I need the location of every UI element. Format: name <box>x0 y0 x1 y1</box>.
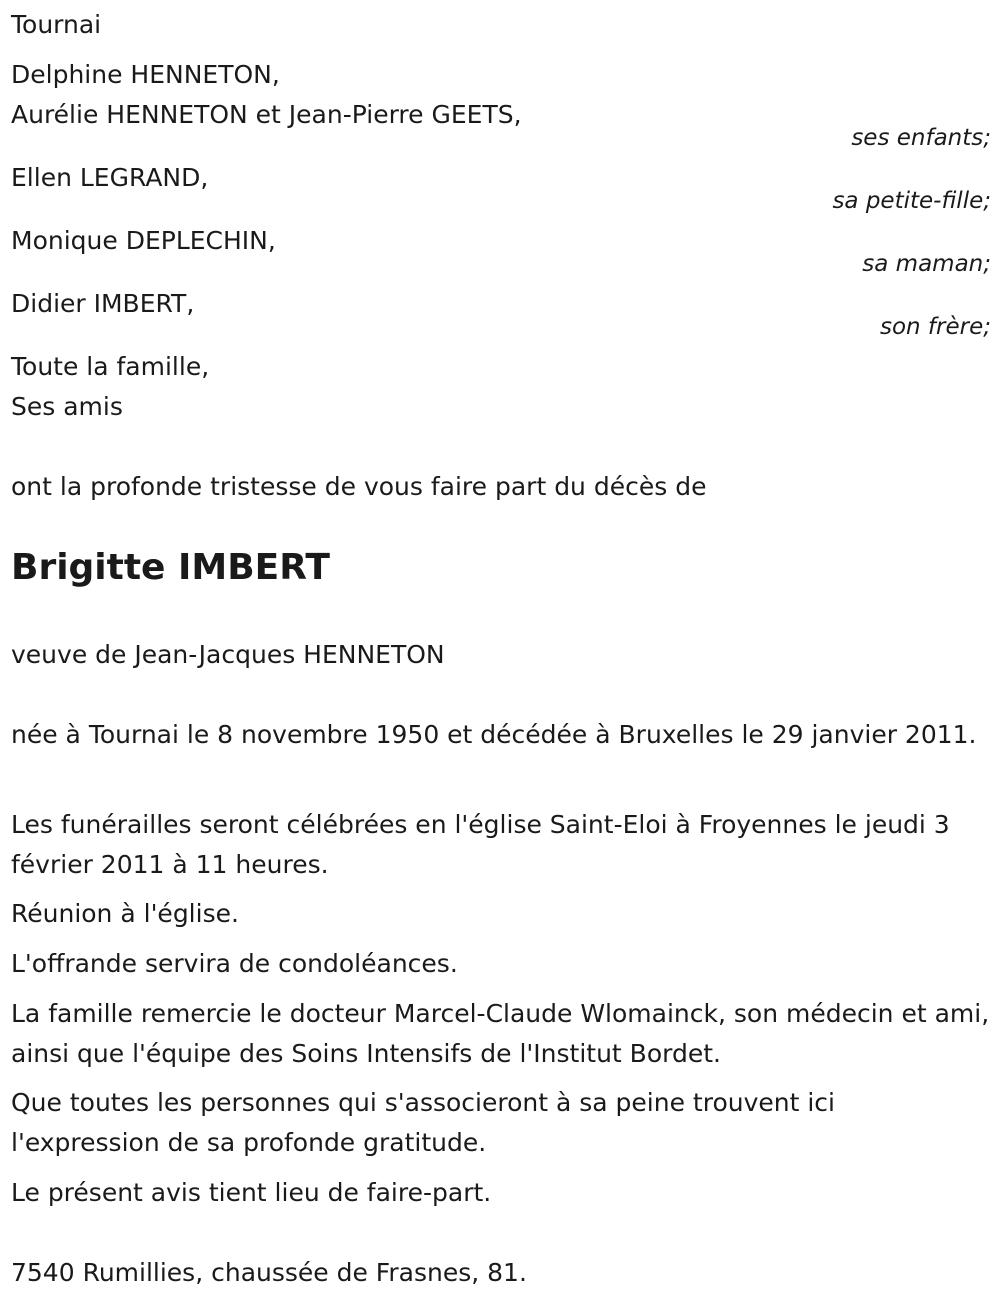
gratitude-message: Que toutes les personnes qui s'associeront à sa peine trouvent ici l'expression de sa profonde gratitude. <box>11 1088 835 1157</box>
family-thanks: La famille remercie le docteur Marcel-Claude Wlomainck, son médecin et ami, ainsi que l'équipe des Soins Intensifs de l'Institut Bordet. <box>11 999 990 1068</box>
brother-name: Didier IMBERT, <box>11 289 195 318</box>
meeting-info: Réunion à l'église. <box>11 899 239 928</box>
children-line-2: Aurélie HENNETON et Jean-Pierre GEETS, <box>11 100 522 129</box>
widow-of: veuve de Jean-Jacques HENNETON <box>11 640 445 669</box>
funeral-details: Les funérailles seront célébrées en l'église Saint-Eloi à Froyennes le jeudi 3 février 2011 à 11 heures. <box>11 810 950 879</box>
granddaughter-role: sa petite-fille; <box>832 188 991 214</box>
children-role: ses enfants; <box>851 125 991 151</box>
children-line-1: Delphine HENNETON, <box>11 60 280 89</box>
address: 7540 Rumillies, chaussée de Frasnes, 81. <box>11 1258 527 1287</box>
announcement-intro: ont la profonde tristesse de vous faire part du décès de <box>11 472 707 501</box>
granddaughter-name: Ellen LEGRAND, <box>11 163 209 192</box>
friends-line: Ses amis <box>11 392 123 421</box>
birth-death: née à Tournai le 8 novembre 1950 et décédée à Bruxelles le 29 janvier 2011. <box>11 720 977 749</box>
notice-statement: Le présent avis tient lieu de faire-part. <box>11 1178 492 1207</box>
city-header: Tournai <box>11 10 102 39</box>
brother-role: son frère; <box>879 314 991 340</box>
family-line: Toute la famille, <box>11 352 210 381</box>
mother-role: sa maman; <box>862 251 991 277</box>
offering-info: L'offrande servira de condoléances. <box>11 949 458 978</box>
mother-name: Monique DEPLECHIN, <box>11 226 276 255</box>
deceased-name: Brigitte IMBERT <box>11 547 330 588</box>
